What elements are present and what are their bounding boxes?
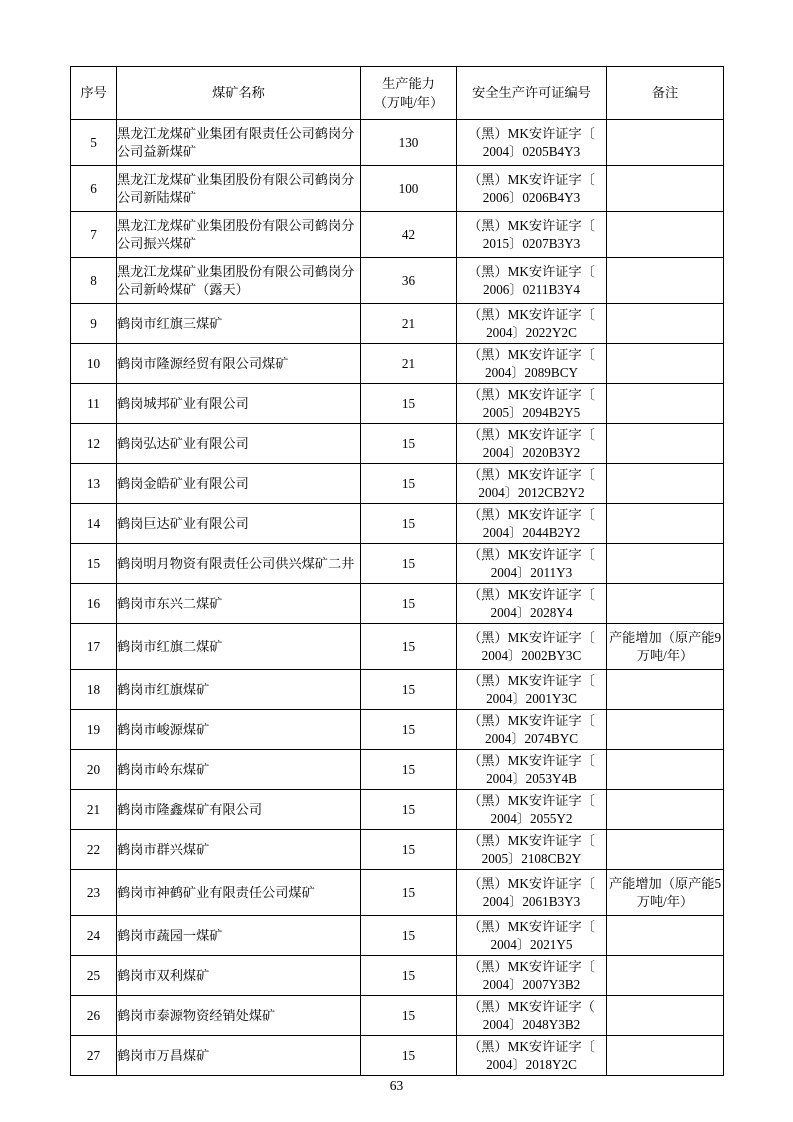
cell-note [607, 830, 724, 870]
license-line1: （黑）MK安许证字〔 [468, 171, 595, 187]
cell-license-number [457, 584, 607, 624]
cell-mine-name: 鹤岗市红旗二煤矿 [117, 624, 361, 670]
license-line1: （黑）MK安许证字〔 [468, 918, 595, 934]
license-line2: 2004〕2021Y5 [490, 936, 573, 952]
cell-mine-name: 鹤岗市泰源物资经销处煤矿 [117, 996, 361, 1036]
cell-capacity: 15 [361, 956, 457, 996]
license-line1: （黑）MK安许证字〔 [468, 217, 595, 233]
cell-sequence: 6 [71, 166, 117, 212]
cell-sequence: 20 [71, 750, 117, 790]
cell-license-number [457, 830, 607, 870]
cell-mine-name: 鹤岗市红旗三煤矿 [117, 304, 361, 344]
table-row [71, 584, 724, 624]
cell-license-number [457, 384, 607, 424]
cell-sequence: 9 [71, 304, 117, 344]
cell-license-number [457, 750, 607, 790]
table-row [71, 670, 724, 710]
cell-mine-name: 鹤岗市隆源经贸有限公司煤矿 [117, 344, 361, 384]
cell-sequence: 19 [71, 710, 117, 750]
table-row [71, 304, 724, 344]
cell-capacity: 42 [361, 212, 457, 258]
license-line2: 2004〕2048Y3B2 [482, 1016, 581, 1032]
cell-sequence: 22 [71, 830, 117, 870]
license-line2: 2004〕2012CB2Y2 [478, 484, 585, 500]
cell-capacity: 15 [361, 670, 457, 710]
license-line2: 2004〕2011Y3 [490, 564, 573, 580]
license-line2: 2004〕2074BYC [484, 730, 579, 746]
cell-capacity: 36 [361, 258, 457, 304]
cell-sequence: 16 [71, 584, 117, 624]
cell-note [607, 424, 724, 464]
cell-mine-name: 鹤岗市隆鑫煤矿有限公司 [117, 790, 361, 830]
license-line1: （黑）MK安许证字〔 [468, 629, 595, 645]
table-row [71, 790, 724, 830]
license-line2: 2004〕2044B2Y2 [482, 524, 581, 540]
cell-mine-name: 鹤岗市万昌煤矿 [117, 1036, 361, 1076]
license-line2: 2004〕2002BY3C [481, 647, 582, 663]
cell-license-number [457, 790, 607, 830]
cell-license-number [457, 212, 607, 258]
cell-mine-name: 鹤岗市双利煤矿 [117, 956, 361, 996]
cell-mine-name: 鹤岗市蔬园一煤矿 [117, 916, 361, 956]
cell-mine-name: 鹤岗城邦矿业有限公司 [117, 384, 361, 424]
cell-license-number [457, 304, 607, 344]
license-line1: （黑）MK安许证字〔 [468, 263, 595, 279]
cell-sequence: 27 [71, 1036, 117, 1076]
cell-note [607, 384, 724, 424]
capacity-header-line2: （万吨/年） [373, 95, 444, 110]
cell-note [607, 916, 724, 956]
table-row [71, 424, 724, 464]
table-row [71, 212, 724, 258]
cell-sequence: 17 [71, 624, 117, 670]
license-line1: （黑）MK安许证字〔 [468, 586, 595, 602]
column-header-sequence: 序号 [71, 67, 117, 120]
cell-capacity: 21 [361, 344, 457, 384]
table-row [71, 504, 724, 544]
cell-mine-name: 鹤岗市红旗煤矿 [117, 670, 361, 710]
license-line1: （黑）MK安许证字〔 [468, 672, 595, 688]
cell-note [607, 464, 724, 504]
cell-note [607, 956, 724, 996]
table-row [71, 258, 724, 304]
cell-license-number [457, 624, 607, 670]
license-line2: 2015〕0207B3Y3 [482, 235, 581, 251]
cell-note [607, 258, 724, 304]
cell-capacity: 15 [361, 996, 457, 1036]
license-line1: （黑）MK安许证字〔 [468, 125, 595, 141]
cell-license-number [457, 710, 607, 750]
cell-capacity: 15 [361, 424, 457, 464]
license-line1: （黑）MK安许证字〔 [468, 752, 595, 768]
cell-license-number [457, 870, 607, 916]
license-line1: （黑）MK安许证字〔 [468, 875, 595, 891]
table-row [71, 624, 724, 670]
cell-capacity: 100 [361, 166, 457, 212]
license-line1: （黑）MK安许证字〔 [468, 306, 595, 322]
cell-sequence: 18 [71, 670, 117, 710]
license-line1: （黑）MK安许证字〔 [468, 1038, 595, 1054]
cell-license-number [457, 996, 607, 1036]
license-line1: （黑）MK安许证字〔 [468, 506, 595, 522]
column-header-note: 备注 [607, 67, 724, 120]
license-line2: 2006〕0211B3Y4 [483, 281, 580, 297]
table-row [71, 1036, 724, 1076]
table-row [71, 544, 724, 584]
cell-sequence: 23 [71, 870, 117, 916]
cell-note [607, 166, 724, 212]
cell-note [607, 584, 724, 624]
cell-sequence: 21 [71, 790, 117, 830]
table-header [71, 67, 724, 120]
cell-note [607, 504, 724, 544]
table-row [71, 710, 724, 750]
cell-sequence: 7 [71, 212, 117, 258]
cell-mine-name: 鹤岗巨达矿业有限公司 [117, 504, 361, 544]
cell-capacity: 15 [361, 750, 457, 790]
license-line2: 2004〕2053Y4B [486, 770, 577, 786]
column-header-mine-name: 煤矿名称 [117, 67, 361, 120]
cell-mine-name: 鹤岗市神鹤矿业有限责任公司煤矿 [117, 870, 361, 916]
cell-capacity: 15 [361, 504, 457, 544]
cell-sequence: 14 [71, 504, 117, 544]
cell-mine-name: 黑龙江龙煤矿业集团股份有限公司鹤岗分公司新陆煤矿 [117, 166, 361, 212]
table-body [71, 120, 724, 1076]
license-line1: （黑）MK安许证字〔 [468, 346, 595, 362]
cell-note [607, 304, 724, 344]
cell-capacity: 15 [361, 710, 457, 750]
cell-capacity: 15 [361, 916, 457, 956]
license-line1: （黑）MK安许证字〔 [468, 386, 595, 402]
table-row [71, 870, 724, 916]
capacity-header-line1: 生产能力 [382, 75, 435, 91]
cell-note [607, 544, 724, 584]
cell-note [607, 996, 724, 1036]
cell-sequence: 10 [71, 344, 117, 384]
table-row [71, 750, 724, 790]
license-line2: 2004〕2028Y4 [490, 604, 573, 620]
cell-sequence: 26 [71, 996, 117, 1036]
cell-sequence: 8 [71, 258, 117, 304]
cell-license-number [457, 166, 607, 212]
cell-license-number [457, 670, 607, 710]
table-row [71, 120, 724, 166]
cell-capacity: 21 [361, 304, 457, 344]
table-row [71, 956, 724, 996]
cell-capacity: 15 [361, 1036, 457, 1076]
license-line1: （黑）MK安许证字〔 [468, 958, 595, 974]
cell-sequence: 25 [71, 956, 117, 996]
cell-capacity: 15 [361, 464, 457, 504]
cell-capacity: 15 [361, 584, 457, 624]
coal-mine-table [70, 66, 724, 1076]
column-header-license-number: 安全生产许可证编号 [457, 67, 607, 120]
cell-note [607, 120, 724, 166]
license-line1: （黑）MK安许证字〔 [468, 546, 595, 562]
cell-sequence: 12 [71, 424, 117, 464]
cell-mine-name: 鹤岗市群兴煤矿 [117, 830, 361, 870]
cell-note [607, 212, 724, 258]
table-row [71, 916, 724, 956]
cell-license-number [457, 956, 607, 996]
cell-note [607, 710, 724, 750]
cell-license-number [457, 344, 607, 384]
cell-sequence: 13 [71, 464, 117, 504]
cell-license-number [457, 916, 607, 956]
column-header-capacity [361, 67, 457, 120]
cell-mine-name: 鹤岗金皓矿业有限公司 [117, 464, 361, 504]
cell-capacity: 15 [361, 790, 457, 830]
cell-mine-name: 黑龙江龙煤矿业集团股份有限公司鹤岗分公司新岭煤矿（露天） [117, 258, 361, 304]
cell-note: 产能增加（原产能9万吨/年） [607, 624, 724, 670]
license-line2: 2004〕2022Y2C [486, 324, 577, 340]
license-line2: 2006〕0206B4Y3 [482, 189, 581, 205]
license-line1: （黑）MK安许证字〔 [468, 832, 595, 848]
license-line2: 2005〕2108CB2Y [481, 850, 582, 866]
license-line2: 2004〕2061B3Y3 [482, 893, 581, 909]
cell-note [607, 790, 724, 830]
table-row [71, 384, 724, 424]
license-line2: 2004〕2020B3Y2 [482, 444, 581, 460]
cell-license-number [457, 544, 607, 584]
cell-mine-name: 鹤岗市峻源煤矿 [117, 710, 361, 750]
cell-capacity: 15 [361, 870, 457, 916]
table-row [71, 996, 724, 1036]
cell-capacity: 15 [361, 624, 457, 670]
table-row [71, 166, 724, 212]
cell-note [607, 344, 724, 384]
cell-note [607, 1036, 724, 1076]
table-row [71, 344, 724, 384]
cell-capacity: 15 [361, 384, 457, 424]
license-line1: （黑）MK安许证字〔 [468, 792, 595, 808]
license-line2: 2004〕2089BCY [484, 364, 579, 380]
cell-sequence: 11 [71, 384, 117, 424]
cell-mine-name: 鹤岗市岭东煤矿 [117, 750, 361, 790]
cell-note [607, 670, 724, 710]
cell-sequence: 5 [71, 120, 117, 166]
cell-capacity: 130 [361, 120, 457, 166]
table-row [71, 464, 724, 504]
license-line1: （黑）MK安许证字〔 [468, 426, 595, 442]
table-header-row [71, 67, 724, 120]
cell-mine-name: 黑龙江龙煤矿业集团有限责任公司鹤岗分公司益新煤矿 [117, 120, 361, 166]
license-line1: （黑）MK安许证字（ [468, 998, 595, 1014]
cell-note: 产能增加（原产能5万吨/年） [607, 870, 724, 916]
cell-capacity: 15 [361, 544, 457, 584]
cell-capacity: 15 [361, 830, 457, 870]
license-line2: 2004〕2001Y3C [486, 690, 577, 706]
page-number: 63 [389, 1078, 404, 1093]
license-line2: 2005〕2094B2Y5 [482, 404, 581, 420]
cell-mine-name: 鹤岗明月物资有限责任公司供兴煤矿二井 [117, 544, 361, 584]
license-line2: 2004〕2055Y2 [490, 810, 573, 826]
license-line2: 2004〕0205B4Y3 [482, 143, 581, 159]
cell-license-number [457, 504, 607, 544]
cell-mine-name: 鹤岗弘达矿业有限公司 [117, 424, 361, 464]
cell-sequence: 15 [71, 544, 117, 584]
cell-mine-name: 鹤岗市东兴二煤矿 [117, 584, 361, 624]
cell-sequence: 24 [71, 916, 117, 956]
cell-license-number [457, 424, 607, 464]
license-line2: 2004〕2018Y2C [486, 1056, 577, 1072]
cell-license-number [457, 1036, 607, 1076]
cell-license-number [457, 258, 607, 304]
cell-note [607, 750, 724, 790]
cell-mine-name: 黑龙江龙煤矿业集团股份有限公司鹤岗分公司振兴煤矿 [117, 212, 361, 258]
cell-license-number [457, 120, 607, 166]
license-line2: 2004〕2007Y3B2 [482, 976, 581, 992]
table-row [71, 830, 724, 870]
license-line1: （黑）MK安许证字〔 [468, 712, 595, 728]
cell-license-number [457, 464, 607, 504]
license-line1: （黑）MK安许证字〔 [468, 466, 595, 482]
